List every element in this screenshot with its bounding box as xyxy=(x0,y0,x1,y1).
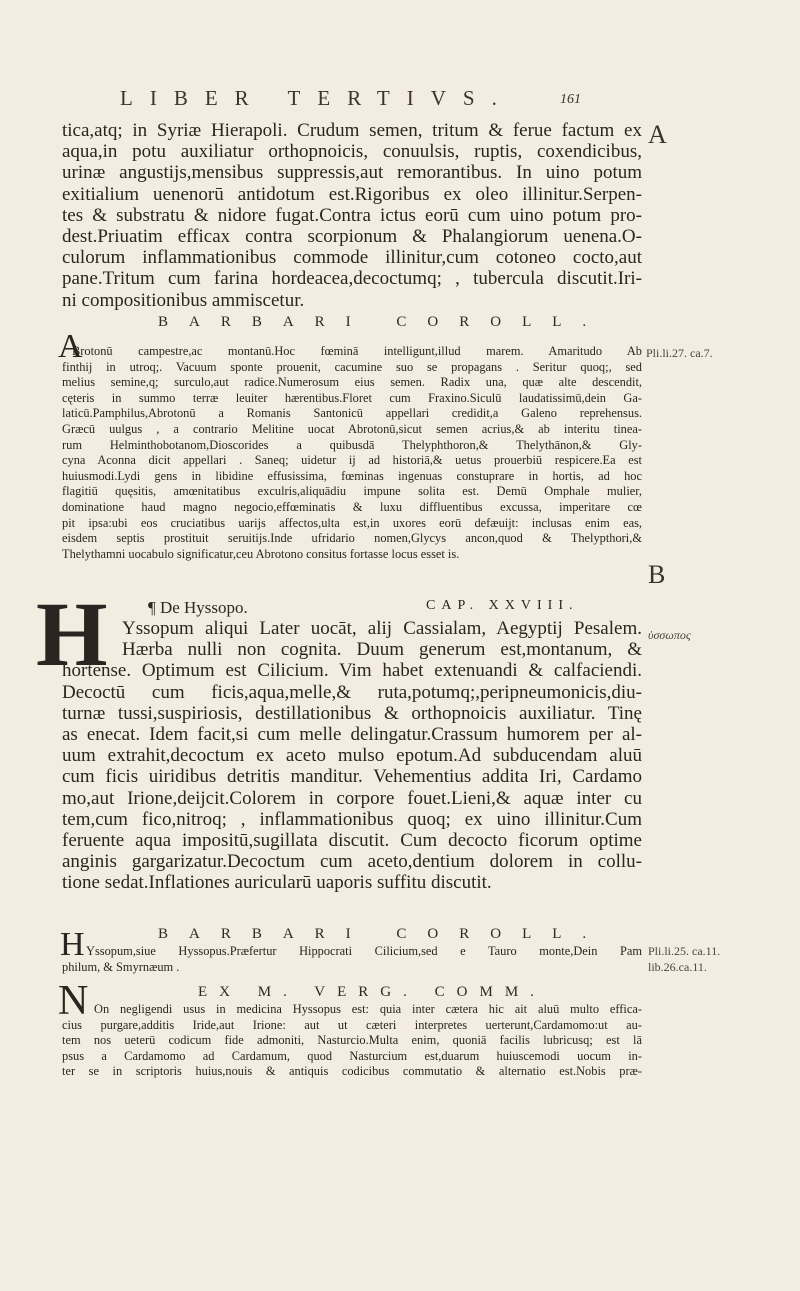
text-line: ni compositionibus ammiscetur. xyxy=(62,289,305,311)
text-line: ter se in scriptoris huius,nouis & antiquis codicibus commutatio & alternatio est.Nobis præ- xyxy=(62,1064,642,1079)
margin-letter-b: B xyxy=(648,560,666,589)
text-line: culorum inflammationibus commode illinitur,cum cotoneo cocto,aut xyxy=(62,247,642,269)
text-line: tes & substratu & nidore fugat.Contra ictus eorū cum uino potum pro- xyxy=(62,204,642,226)
text-line: anginis gargarizatur.Decoctum cum aceto,dentium dolorem in collu- xyxy=(62,851,642,873)
text-line: finthij in utroq;. Vacuum sponte prouenit, cacumine suo se propagans . Seritur quoq;, sed xyxy=(62,359,642,374)
text-line: laticū.Pamphilus,Abrotonū a Romanis Santonicū appellari credidit,a Galeno reprehensus. xyxy=(62,406,642,421)
text-line: dominatione haud magno negocio,effœminatis & luxu diffluentibus excussa, imperitare cœ xyxy=(62,499,642,514)
section-heading-barbari: BARBARI COROLL. xyxy=(158,314,608,330)
text-line: dest.Priuatim efficax contra scorpionum & Phalangiorum uenena.O- xyxy=(62,226,642,248)
paragraph-barbari-abrotonum xyxy=(62,344,642,562)
text-line: Yssopum aliqui Later uocāt, alij Cassialam, Aegyptij Pesalem. xyxy=(122,618,642,639)
margin-note-plinius: lib.26.ca.11. xyxy=(648,960,707,974)
text-line: On negligendi usus in medicina Hyssopus est: quia inter cætera hic ait aluū multo effica- xyxy=(94,1002,642,1016)
paragraph-intro xyxy=(62,120,642,311)
drop-cap-n: N xyxy=(58,978,89,1024)
text-line: cyna Aconna dicit appellari . Saneq; uidetur ij ad historiā,& uetus prouerbiū respicere.Ea est xyxy=(62,453,642,468)
chapter-number: CAP. XXVIII. xyxy=(426,598,579,613)
margin-note-greek: ὑσσωπος xyxy=(648,628,691,642)
drop-cap-a: A xyxy=(58,328,83,365)
text-line: exitialium uenenorū antidotum est.Rigoribus ex oleo illinitur.Serpen- xyxy=(62,183,642,205)
text-line: huiusmodi.Lydi gens in libidine effusissima, fœminas ingenuas constuprare in hortis, ad hoc xyxy=(62,468,642,483)
paragraph-vergil xyxy=(62,1002,642,1080)
text-line: Decoctū cum ficis,aqua,melle,& ruta,potumq;,peripneumonicis,diu- xyxy=(62,681,642,703)
text-line: aqua,in potu auxiliatur orthopnoicis, conuulsis, ruptis, coxendicibus, xyxy=(62,141,642,163)
margin-note-plinius: Pli.li.27. ca.7. xyxy=(646,346,713,360)
text-line: hortense. Optimum est Cilicium. Vim habet extenuandi & calfaciendi. xyxy=(62,660,642,682)
text-line: tem,cum fico,nitroq; , inflammationibus quoq; ex uino illinitur.Cum xyxy=(62,808,642,830)
text-line: tem nos ueterū codicum fide admoniti, Nasturcio.Multa enim, quoniā facilis lubricusq; est lā xyxy=(62,1033,642,1048)
text-line: Yssopum,siue Hyssopus.Præfertur Hippocrati Cilicium,sed e Tauro monte,Dein Pam xyxy=(86,944,642,958)
paragraph-barbari-hyssopum xyxy=(62,944,642,975)
running-title: LIBER TERTIVS. xyxy=(120,86,514,110)
text-line: flagitiū quęsitis, amœnitatibus exculris,aliquādiu impune solita est. Demū Omphale mulier, xyxy=(62,484,642,499)
text-line: tica,atq; in Syriæ Hierapoli. Crudum semen, tritum & ferue factum ex xyxy=(62,120,642,141)
text-line: Græcū uulgus , a contrario Melitine uocat Abrotonū,sicut semen acrius,& ab interitu tinea- xyxy=(62,421,642,436)
drop-cap-h: H xyxy=(36,583,106,685)
paragraph-hyssopus xyxy=(62,618,642,894)
margin-note-plinius: Pli.li.25. ca.11. xyxy=(648,944,721,958)
text-line: rum Helminthobotanom,Dioscorides a quibusdā Thelyphthoron,& Thelythānon,& Gly- xyxy=(62,437,642,452)
text-line: uum extrahit,decoctum ex aceto mulso epotum.Ad subducendam aluū xyxy=(62,745,642,767)
text-line: Brotonū campestre,ac montanū.Hoc fœminā intelligunt,illud marem. Amaritudo Ab xyxy=(72,344,642,358)
text-line: Thelythamni uocabulo significatur,ceu Abrotono consitus fortasse locus esset is. xyxy=(62,546,460,561)
text-line: psus a Cardamomo ad Cardamum, quod Nasturcium est,duarum huiuscemodi uocum in- xyxy=(62,1048,642,1063)
text-line: cius purgare,additis Iride,aut Irione: aut ut cæteri interpretes uerterunt,Cardamomo:ut au- xyxy=(62,1017,642,1032)
drop-cap-h-small: H xyxy=(60,926,85,963)
text-line: mo,aut Irione,deijcit.Colorem in corpore fouet.Lieni,& aquæ inter cu xyxy=(62,787,642,809)
margin-letter-a: A xyxy=(648,120,667,149)
text-line: turnæ tussi,suspiriosis, destillationibus & orthopnoicis auxiliatur. Tinę xyxy=(62,702,642,724)
section-heading-barbari: BARBARI COROLL. xyxy=(158,926,608,942)
text-line: tione sedat.Inflationes auricularū uaporis suffitu discutit. xyxy=(62,872,492,894)
text-line: feruente aqua impositū,sugillata discutit. Cum decocto ficorum optime xyxy=(62,830,642,852)
text-line: philum, & Smyrnæum . xyxy=(62,959,180,974)
text-line: melius semine,q; surculo,aut radice.Numerosum eius semen. Radix una, quæ alte descendit, xyxy=(62,375,642,390)
text-line: cum ficis uiridibus detritis manditur. Vehementius addita Iri, Cardamo xyxy=(62,766,642,788)
text-line: as enecat. Idem facit,si cum melle delingatur.Crassum humorem per al- xyxy=(62,724,642,746)
text-line: pit ipsa:ubi eos cruciatibus uarijs affectos,ulta est,in uxores eorū defæuijt: inclusas enim eas, xyxy=(62,515,642,530)
text-line: pane.Tritum cum farina hordeacea,decoctumq; , tubercula discutit.Iri- xyxy=(62,268,642,290)
text-line: urinæ angustijs,mensibus suppressis,aut remorantibus. In uino potum xyxy=(62,162,642,184)
text-line: cęteris in summo terræ leuiter hærentibus.Floret cum Fraxino.Siculū laudatissimū,dein Ga- xyxy=(62,390,642,405)
text-line: eisdem septis prostituit seruitijs.Inde ufridario nomen,Glycys ancon,quod & Thelypthori,& xyxy=(62,531,642,546)
folio-number: 161 xyxy=(560,92,581,107)
section-heading-vergil: EX M. VERG. COMM. xyxy=(198,984,546,1000)
chapter-title: ¶ De Hyssopo. xyxy=(148,598,248,617)
text-line: Hærba nulli non cognita. Duum generum est,montanum, & xyxy=(122,639,642,661)
